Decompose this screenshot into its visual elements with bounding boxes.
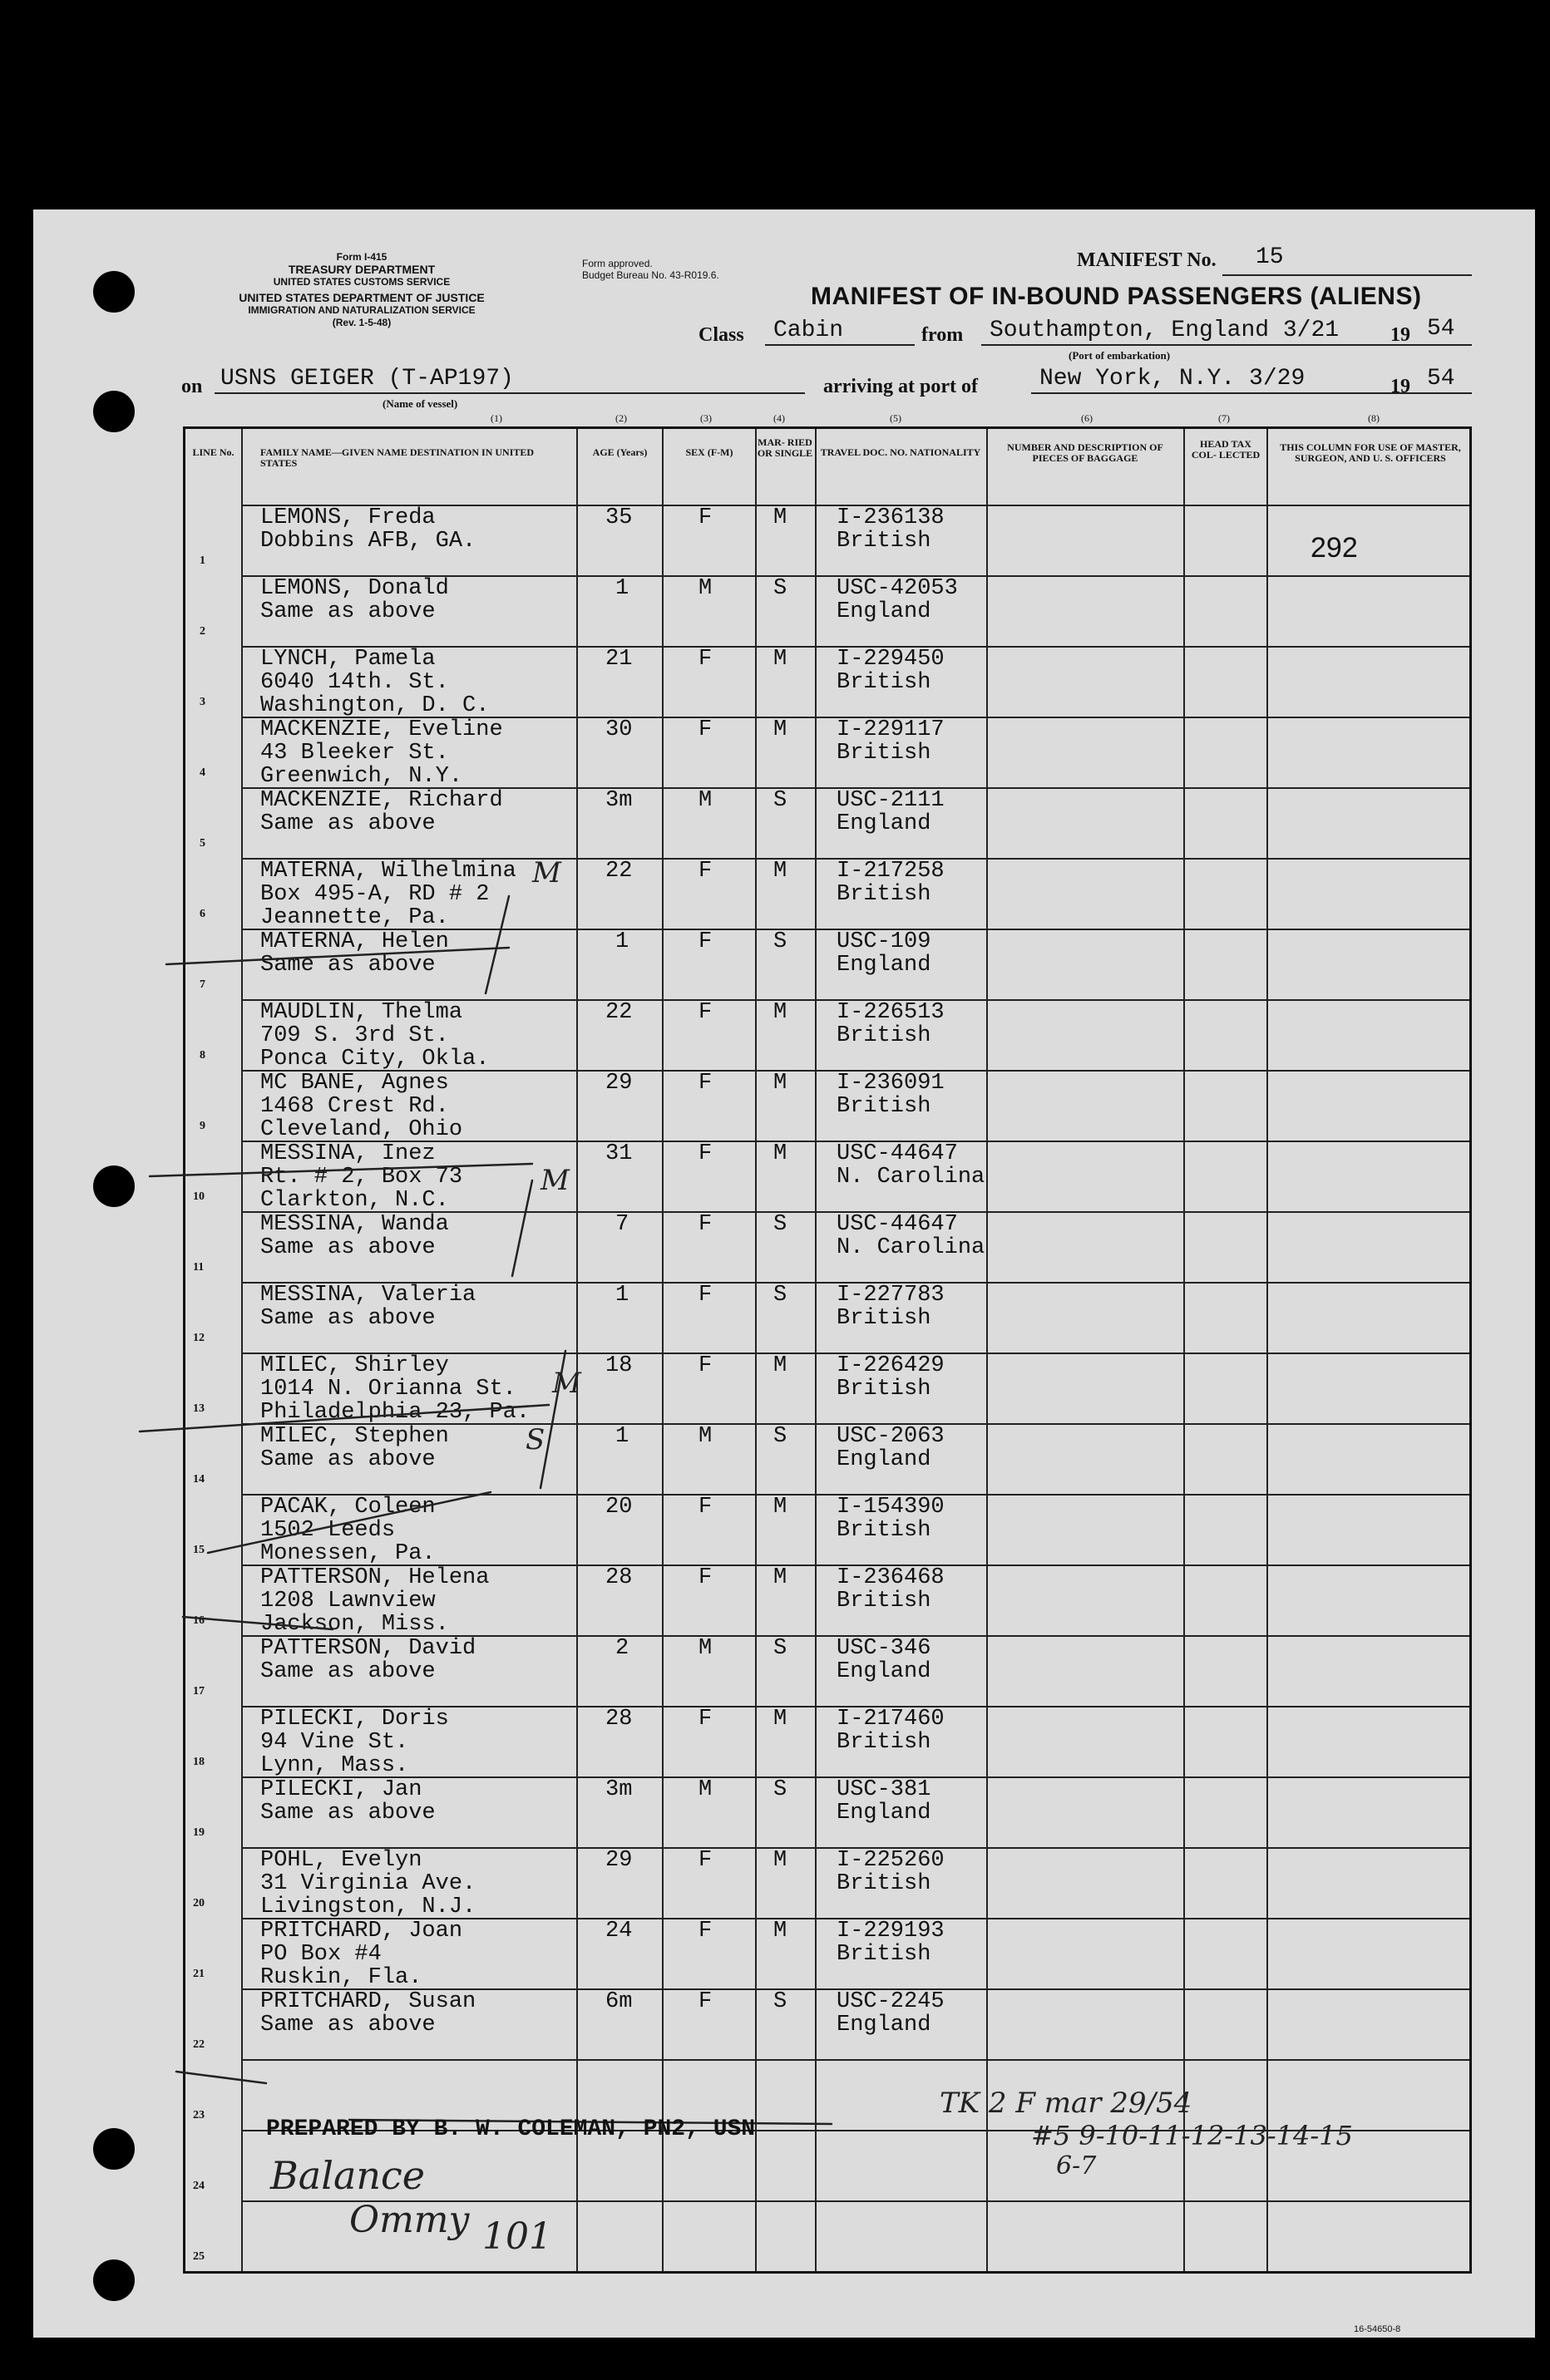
passenger-nationality: British xyxy=(837,1518,931,1543)
travel-document-number: I-236468 xyxy=(837,1565,945,1590)
travel-document-number: I-227783 xyxy=(837,1283,945,1308)
passenger-name: PACAK, Coleen xyxy=(260,1495,436,1520)
passenger-sex: F xyxy=(698,1495,713,1520)
line-number: 7 xyxy=(200,978,205,991)
budget-bureau-line: Budget Bureau No. 43-R019.6. xyxy=(582,269,719,281)
col-number: (3) xyxy=(700,412,712,424)
handwritten-line-range: #5 9-10-11-12-13-14-15 xyxy=(1031,2120,1353,2151)
passenger-name: LEMONS, Freda xyxy=(260,505,436,530)
col-header-officers: THIS COLUMN FOR USE OF MASTER, SURGEON, AND U. S. OFFICERS xyxy=(1280,441,1461,464)
from-year-prefix: 19 xyxy=(1390,324,1410,346)
passenger-age: 28 xyxy=(605,1565,633,1590)
passenger-sex: F xyxy=(698,1071,713,1096)
travel-document-number: USC-109 xyxy=(837,929,931,954)
line-number: 17 xyxy=(193,1685,205,1698)
passenger-nationality: British xyxy=(837,529,931,554)
travel-document-number: USC-2245 xyxy=(837,1989,945,2014)
handwritten-mark: M xyxy=(541,1164,570,1197)
passenger-sex: M xyxy=(698,788,713,813)
line-number: 15 xyxy=(193,1544,205,1556)
treasury-department: TREASURY DEPARTMENT xyxy=(288,263,436,276)
passenger-destination: Same as above xyxy=(260,599,436,624)
passenger-age: 22 xyxy=(605,859,633,884)
handwritten-date-note: TK 2 F mar 29/54 xyxy=(940,2087,1192,2120)
passenger-name: PILECKI, Doris xyxy=(260,1707,449,1732)
col-header-age: AGE (Years) xyxy=(592,446,648,458)
passenger-sex: F xyxy=(698,1707,713,1732)
passenger-age: 1 xyxy=(615,929,629,954)
passenger-age: 29 xyxy=(605,1848,633,1873)
passenger-age: 3m xyxy=(605,788,633,813)
prepared-by: PREPARED BY B. W. COLEMAN, PN2, USN xyxy=(266,2116,756,2142)
passenger-nationality: British xyxy=(837,1589,931,1614)
passenger-destination: Washington, D. C. xyxy=(260,693,490,718)
passenger-marital-status: M xyxy=(773,505,787,530)
passenger-sex: M xyxy=(698,576,713,601)
passenger-nationality: British xyxy=(837,1306,931,1331)
travel-document-number: I-226513 xyxy=(837,1000,945,1025)
passenger-name: MESSINA, Wanda xyxy=(260,1212,449,1237)
col-header-baggage: NUMBER AND DESCRIPTION OF PIECES OF BAGGAGE xyxy=(1007,441,1163,464)
passenger-marital-status: M xyxy=(773,1071,787,1096)
passenger-age: 7 xyxy=(615,1212,629,1237)
passenger-marital-status: M xyxy=(773,1000,787,1025)
travel-document-number: USC-44647 xyxy=(837,1212,958,1237)
line-number: 16 xyxy=(193,1614,205,1627)
handwritten-line-range: 6-7 xyxy=(1056,2151,1097,2180)
passenger-marital-status: M xyxy=(773,1848,787,1873)
travel-document-number: I-236091 xyxy=(837,1071,945,1096)
col-number: (4) xyxy=(773,412,785,424)
passenger-destination: Livingston, N.J. xyxy=(260,1895,476,1919)
travel-document-number: USC-346 xyxy=(837,1636,931,1661)
passenger-name: POHL, Evelyn xyxy=(260,1848,422,1873)
passenger-sex: F xyxy=(698,929,713,954)
handwritten-signature: Ommy xyxy=(349,2199,470,2241)
line-number: 10 xyxy=(193,1190,205,1203)
passenger-age: 18 xyxy=(605,1353,633,1378)
passenger-age: 30 xyxy=(605,717,633,742)
check-mark xyxy=(208,1492,491,1553)
line-number: 4 xyxy=(200,766,205,779)
passenger-destination: Rt. # 2, Box 73 xyxy=(260,1165,463,1190)
check-mark xyxy=(512,1180,532,1276)
travel-document-number: I-217258 xyxy=(837,859,945,884)
line-number: 21 xyxy=(193,1968,205,1980)
line-number: 11 xyxy=(193,1261,205,1274)
passenger-age: 6m xyxy=(605,1989,633,2014)
travel-document-number: I-229450 xyxy=(837,647,945,672)
line-number: 6 xyxy=(200,908,205,920)
passenger-marital-status: S xyxy=(773,1283,787,1308)
passenger-name: MESSINA, Valeria xyxy=(260,1283,476,1308)
passenger-name: MATERNA, Wilhelmina xyxy=(260,859,516,884)
passenger-destination: 1468 Crest Rd. xyxy=(260,1094,449,1119)
passenger-marital-status: M xyxy=(773,1353,787,1378)
passenger-marital-status: M xyxy=(773,1707,787,1732)
passenger-nationality: England xyxy=(837,599,931,624)
line-number: 8 xyxy=(200,1049,205,1062)
travel-document-number: I-217460 xyxy=(837,1707,945,1732)
passenger-nationality: British xyxy=(837,741,931,766)
passenger-name: LYNCH, Pamela xyxy=(260,647,436,672)
passenger-nationality: England xyxy=(837,2013,931,2038)
passenger-name: LEMONS, Donald xyxy=(260,576,449,601)
col-number: (7) xyxy=(1218,412,1230,424)
passenger-marital-status: S xyxy=(773,1212,787,1237)
arriving-label: arriving at port of xyxy=(823,376,978,397)
passenger-name: PRITCHARD, Susan xyxy=(260,1989,476,2014)
passenger-destination: Jeannette, Pa. xyxy=(260,905,449,930)
passenger-sex: F xyxy=(698,1353,713,1378)
passenger-destination: Same as above xyxy=(260,1235,436,1260)
travel-document-number: USC-2111 xyxy=(837,788,945,813)
passenger-sex: F xyxy=(698,859,713,884)
line-number: 20 xyxy=(193,1897,205,1909)
check-mark xyxy=(150,1164,532,1176)
col-number: (2) xyxy=(615,412,627,424)
passenger-destination: 6040 14th. St. xyxy=(260,670,449,695)
check-mark xyxy=(166,948,509,964)
passenger-nationality: British xyxy=(837,1023,931,1048)
line-number: 5 xyxy=(200,837,205,850)
passenger-age: 31 xyxy=(605,1141,633,1166)
passenger-marital-status: S xyxy=(773,929,787,954)
passenger-sex: F xyxy=(698,1000,713,1025)
form-approved-line: Form approved. xyxy=(582,258,653,269)
passenger-destination: Same as above xyxy=(260,1306,436,1331)
passenger-age: 1 xyxy=(615,576,629,601)
passenger-name: MESSINA, Inez xyxy=(260,1141,436,1166)
passenger-destination: 31 Virginia Ave. xyxy=(260,1871,476,1896)
passenger-age: 28 xyxy=(605,1707,633,1732)
travel-document-number: I-154390 xyxy=(837,1495,945,1520)
passenger-name: MACKENZIE, Eveline xyxy=(260,717,503,742)
passenger-marital-status: M xyxy=(773,1565,787,1590)
passenger-sex: F xyxy=(698,1919,713,1944)
line-number: 22 xyxy=(193,2038,205,2051)
passenger-destination: Same as above xyxy=(260,1801,436,1826)
passenger-destination: Cleveland, Ohio xyxy=(260,1117,463,1142)
passenger-marital-status: S xyxy=(773,1636,787,1661)
passenger-sex: F xyxy=(698,1848,713,1873)
check-mark xyxy=(140,1405,549,1431)
passenger-marital-status: M xyxy=(773,1919,787,1944)
form-code: 16-54650-8 xyxy=(1354,2324,1401,2334)
passenger-nationality: England xyxy=(837,1659,931,1684)
travel-document-number: I-229117 xyxy=(837,717,945,742)
passenger-destination: 709 S. 3rd St. xyxy=(260,1023,449,1048)
check-mark xyxy=(486,896,509,993)
passenger-age: 1 xyxy=(615,1283,629,1308)
passenger-destination: Greenwich, N.Y. xyxy=(260,764,463,789)
form-number: Form I-415 xyxy=(336,251,388,263)
line-number: 23 xyxy=(193,2109,205,2121)
passenger-sex: M xyxy=(698,1636,713,1661)
passenger-nationality: British xyxy=(837,670,931,695)
passenger-name: PATTERSON, David xyxy=(260,1636,476,1661)
vessel-name: USNS GEIGER (T-AP197) xyxy=(220,366,514,392)
passenger-age: 35 xyxy=(605,505,633,530)
col-number: (5) xyxy=(890,412,901,424)
travel-document-number: USC-44647 xyxy=(837,1141,958,1166)
col-number: (8) xyxy=(1368,412,1380,424)
passenger-marital-status: S xyxy=(773,788,787,813)
passenger-nationality: N. Carolina xyxy=(837,1165,985,1190)
passenger-sex: F xyxy=(698,647,713,672)
col-header-name: FAMILY NAME—GIVEN NAME DESTINATION IN UNITED STATES xyxy=(260,446,535,469)
passenger-age: 29 xyxy=(605,1071,633,1096)
check-mark xyxy=(183,1617,333,1629)
passenger-name: PILECKI, Jan xyxy=(260,1777,422,1802)
passenger-destination: Jackson, Miss. xyxy=(260,1612,449,1637)
passenger-destination: Monessen, Pa. xyxy=(260,1541,436,1566)
line-number: 12 xyxy=(193,1332,205,1344)
passenger-marital-status: M xyxy=(773,717,787,742)
passenger-destination: Box 495-A, RD # 2 xyxy=(260,882,490,907)
passenger-sex: F xyxy=(698,717,713,742)
revision-date: (Rev. 1-5-48) xyxy=(332,317,392,328)
from-label: from xyxy=(921,324,964,346)
port-of-embarkation-caption: (Port of embarkation) xyxy=(1069,349,1171,362)
passenger-age: 1 xyxy=(615,1424,629,1449)
passenger-nationality: N. Carolina xyxy=(837,1235,985,1260)
passenger-destination: Same as above xyxy=(260,953,436,978)
customs-service: UNITED STATES CUSTOMS SERVICE xyxy=(273,276,451,288)
passenger-destination: Same as above xyxy=(260,811,436,836)
handwritten-mark: S xyxy=(526,1423,545,1456)
line-number: 3 xyxy=(200,696,205,708)
passenger-marital-status: M xyxy=(773,859,787,884)
passenger-age: 22 xyxy=(605,1000,633,1025)
travel-document-number: I-236138 xyxy=(837,505,945,530)
check-mark xyxy=(176,2072,266,2083)
passenger-marital-status: S xyxy=(773,1989,787,2014)
handwritten-mark: M xyxy=(532,856,561,889)
arriving-year: 54 xyxy=(1427,366,1455,392)
passenger-age: 20 xyxy=(605,1495,633,1520)
passenger-destination: Ponca City, Okla. xyxy=(260,1047,490,1072)
manifest-label: MANIFEST No. xyxy=(1077,249,1217,271)
passenger-age: 21 xyxy=(605,647,633,672)
passenger-marital-status: S xyxy=(773,1424,787,1449)
handwritten-count: 101 xyxy=(482,2215,552,2258)
arriving-year-prefix: 19 xyxy=(1390,376,1410,397)
passenger-sex: M xyxy=(698,1424,713,1449)
passenger-destination: 43 Bleeker St. xyxy=(260,741,449,766)
passenger-destination: 94 Vine St. xyxy=(260,1730,409,1755)
passenger-nationality: British xyxy=(837,1094,931,1119)
passenger-destination: PO Box #4 xyxy=(260,1942,382,1967)
line-number: 24 xyxy=(193,2180,205,2192)
col-header-line: LINE No. xyxy=(192,446,234,458)
passenger-destination: 1502 Leeds xyxy=(260,1518,396,1543)
line-number: 14 xyxy=(193,1473,205,1486)
passenger-age: 24 xyxy=(605,1919,633,1944)
travel-document-number: I-225260 xyxy=(837,1848,945,1873)
passenger-sex: M xyxy=(698,1777,713,1802)
passenger-name: MAUDLIN, Thelma xyxy=(260,1000,463,1025)
passenger-name: MACKENZIE, Richard xyxy=(260,788,503,813)
col-number: (1) xyxy=(491,412,502,424)
passenger-sex: F xyxy=(698,505,713,530)
arriving-value: New York, N.Y. 3/29 xyxy=(1039,366,1306,392)
col-header-headtax: HEAD TAX COL- LECTED xyxy=(1191,438,1261,461)
passenger-destination: 1014 N. Orianna St. xyxy=(260,1377,516,1402)
line-number: 25 xyxy=(193,2250,205,2263)
class-value: Cabin xyxy=(773,318,844,343)
travel-document-number: USC-42053 xyxy=(837,576,958,601)
passenger-destination: Same as above xyxy=(260,1659,436,1684)
passenger-marital-status: M xyxy=(773,647,787,672)
passenger-destination: Lynn, Mass. xyxy=(260,1753,409,1778)
passenger-destination: Clarkton, N.C. xyxy=(260,1188,449,1213)
passenger-destination: Same as above xyxy=(260,2013,436,2038)
handwritten-signature: Balance xyxy=(270,2153,425,2198)
passenger-marital-status: M xyxy=(773,1141,787,1166)
passenger-nationality: England xyxy=(837,1801,931,1826)
stamp-number: 292 xyxy=(1311,532,1358,564)
passenger-nationality: British xyxy=(837,1377,931,1402)
passenger-destination: 1208 Lawnview xyxy=(260,1589,436,1614)
line-number: 19 xyxy=(193,1826,205,1839)
passenger-destination: Same as above xyxy=(260,1447,436,1472)
passenger-age: 2 xyxy=(615,1636,629,1661)
travel-document-number: USC-381 xyxy=(837,1777,931,1802)
passenger-name: MILEC, Stephen xyxy=(260,1424,449,1449)
col-header-sex: SEX (F-M) xyxy=(685,446,733,458)
document-title: MANIFEST OF IN-BOUND PASSENGERS (ALIENS) xyxy=(811,283,1422,310)
justice-department: UNITED STATES DEPARTMENT OF JUSTICE xyxy=(239,291,485,304)
passenger-name: MATERNA, Helen xyxy=(260,929,449,954)
passenger-name: MILEC, Shirley xyxy=(260,1353,449,1378)
passenger-nationality: British xyxy=(837,882,931,907)
passenger-nationality: England xyxy=(837,1447,931,1472)
vessel-caption: (Name of vessel) xyxy=(383,397,458,410)
travel-document-number: I-226429 xyxy=(837,1353,945,1378)
passenger-age: 3m xyxy=(605,1777,633,1802)
col-header-married: MAR- RIED OR SINGLE xyxy=(757,436,813,459)
passenger-nationality: British xyxy=(837,1730,931,1755)
passenger-destination: Ruskin, Fla. xyxy=(260,1965,422,1990)
col-header-travel: TRAVEL DOC. NO. NATIONALITY xyxy=(820,446,981,458)
class-label: Class xyxy=(698,324,744,346)
handwritten-mark: M xyxy=(552,1367,581,1400)
passenger-name: MC BANE, Agnes xyxy=(260,1071,449,1096)
passenger-nationality: British xyxy=(837,1871,931,1896)
line-number: 9 xyxy=(200,1120,205,1132)
passenger-marital-status: M xyxy=(773,1495,787,1520)
manifest-number-value: 15 xyxy=(1256,244,1284,270)
line-number: 1 xyxy=(200,554,205,567)
travel-document-number: I-229193 xyxy=(837,1919,945,1944)
from-value: Southampton, England 3/21 xyxy=(990,318,1340,343)
passenger-sex: F xyxy=(698,1212,713,1237)
travel-document-number: USC-2063 xyxy=(837,1424,945,1449)
passenger-nationality: British xyxy=(837,1942,931,1967)
passenger-name: PATTERSON, Helena xyxy=(260,1565,490,1590)
passenger-marital-status: S xyxy=(773,1777,787,1802)
passenger-destination: Philadelphia 23, Pa. xyxy=(260,1400,531,1425)
from-year: 54 xyxy=(1427,316,1455,342)
passenger-name: PRITCHARD, Joan xyxy=(260,1919,463,1944)
passenger-destination: Dobbins AFB, GA. xyxy=(260,529,476,554)
on-label: on xyxy=(181,376,203,397)
line-number: 13 xyxy=(193,1402,205,1415)
line-number: 18 xyxy=(193,1756,205,1768)
passenger-nationality: England xyxy=(837,953,931,978)
passenger-marital-status: S xyxy=(773,576,787,601)
passenger-sex: F xyxy=(698,1141,713,1166)
col-number: (6) xyxy=(1081,412,1093,424)
immigration-service: IMMIGRATION AND NATURALIZATION SERVICE xyxy=(248,304,476,316)
passenger-sex: F xyxy=(698,1283,713,1308)
line-number: 2 xyxy=(200,625,205,638)
passenger-sex: F xyxy=(698,1989,713,2014)
passenger-nationality: England xyxy=(837,811,931,836)
passenger-sex: F xyxy=(698,1565,713,1590)
